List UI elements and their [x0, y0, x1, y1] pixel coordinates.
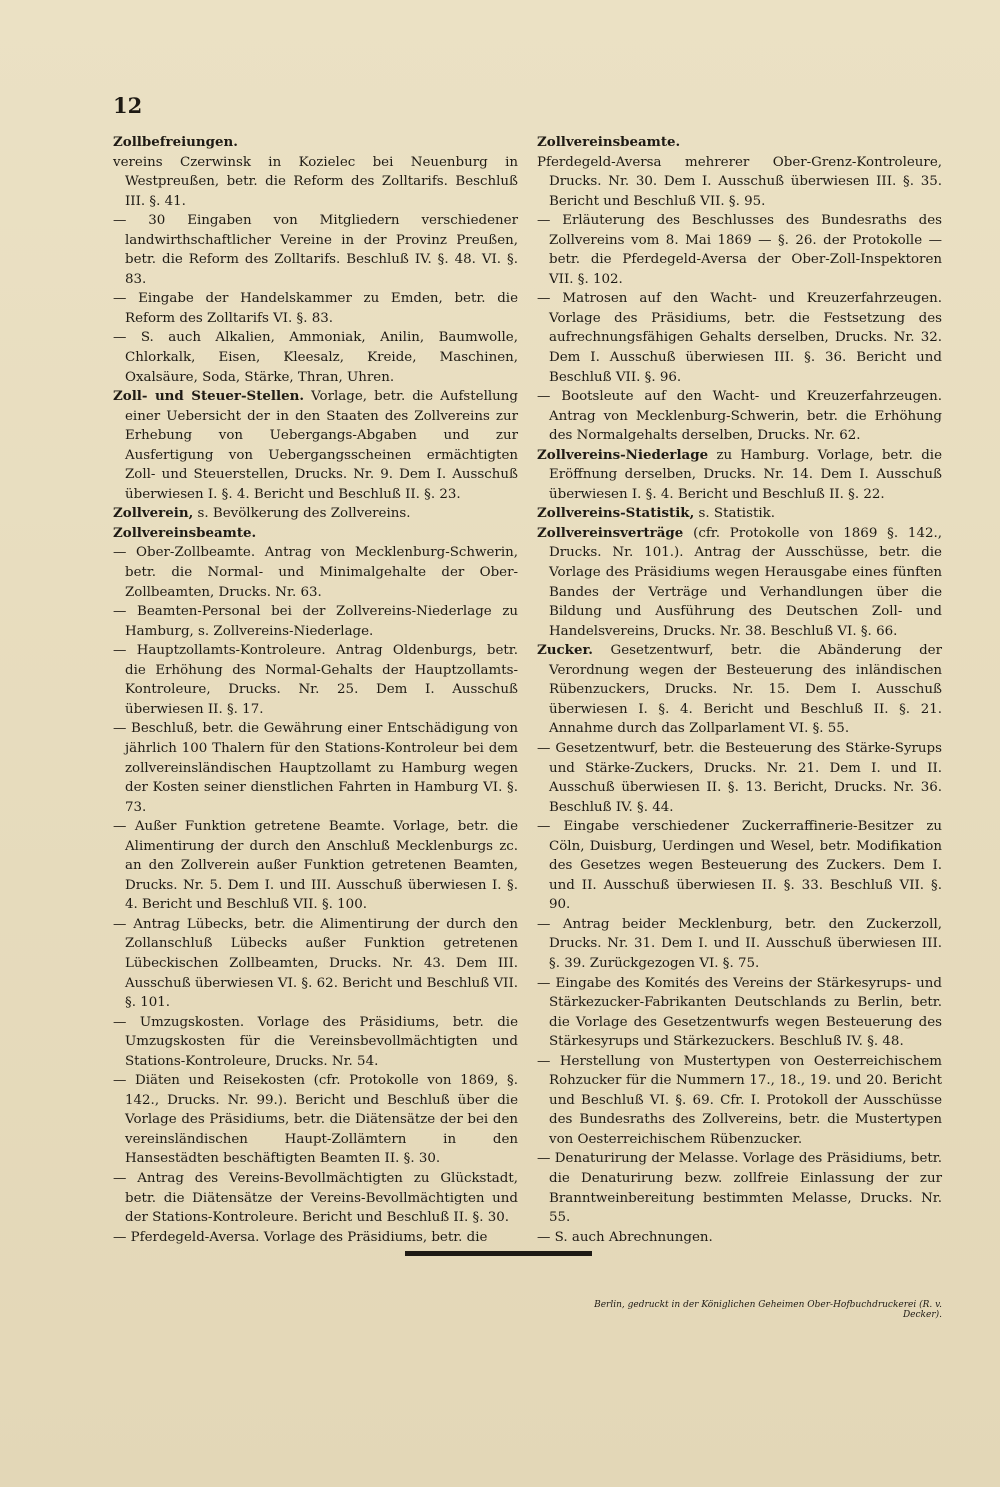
index-entry [537, 974, 942, 1052]
entry-text: — Diäten und Reisekosten (cfr. Protokolle von 1869, §. 142., Drucks. Nr. 99.). Bericht und Beschluß über die Vorlage des Präsidiums, betr. die Diätensätze der bei den vereinsländischen Haupt-Zollämtern in den Hansestädten beschäftigten Beamten II. §. 30. [113, 1073, 518, 1167]
entry-text: Gesetzentwurf, betr. die Abänderung der Verordnung wegen der Besteuerung des inländischen Rübenzuckers, Drucks. Nr. 15. Dem I. Ausschuß überwiesen I. §. 4. Bericht und Beschluß II. §. 21. Annahme durch das Zollparlament VI. §. 55. [549, 643, 942, 737]
entry-text: Vorlage, betr. die Aufstellung einer Uebersicht der in den Staaten des Zollvereins zur Erhebung von Uebergangs-Abgaben und zur Ausfertigung von Uebergangsscheinen ermächtigten Zoll- und Steuerstellen, Drucks. Nr. 9. Dem I. Ausschuß überwiesen I. §. 4. Bericht und Beschluß II. §. 23. [125, 389, 518, 502]
entry-heading: Zucker. [537, 642, 593, 659]
entry-text: — S. auch Abrechnungen. [537, 1229, 713, 1245]
entry-text: (cfr. Protokolle von 1869 §. 142., Drucks. Nr. 101.). Antrag der Ausschüsse, betr. die Vorlage des Präsidiums wegen Herausgabe eines fünften Bandes der Verträge und Verhandlungen über die Bildung und Ausführung des Deutschen Zoll- und Handelsvereins, Drucks. Nr. 38. Beschluß VI. §. 66. [549, 525, 942, 639]
index-entry [113, 133, 518, 153]
right-column [537, 133, 942, 1247]
entry-text: — Antrag Lübecks, betr. die Alimentirung der durch den Zollanschluß Lübecks außer Funktion getretenen Lübeckischen Zollbeamten, Drucks. Nr. 43. Dem III. Ausschuß überwiesen VI. §. 62. Bericht und Beschluß VII. §. 101. [113, 916, 518, 1011]
entry-text: s. Statistik. [698, 506, 775, 522]
entry-heading: Zollvereinsbeamte. [113, 524, 257, 541]
index-entry [537, 153, 942, 212]
index-entry [537, 133, 942, 153]
index-entry [113, 1071, 518, 1169]
entry-text: — Antrag beider Mecklenburg, betr. den Zuckerzoll, Drucks. Nr. 31. Dem I. und II. Ausschuß überwiesen III. §. 39. Zurückgezogen VI. §. 75. [537, 916, 942, 971]
index-entry [113, 817, 518, 915]
index-entry [537, 289, 942, 387]
index-entry [537, 739, 942, 817]
entry-text: — Bootsleute auf den Wacht- und Kreuzerfahrzeugen. Antrag von Mecklenburg-Schwerin, betr. die Erhöhung des Normalgehalts derselben, Drucks. Nr. 62. [537, 389, 942, 444]
index-entry [113, 328, 518, 387]
entry-heading: Zollvereinsbeamte. [537, 134, 681, 150]
entry-text: — Herstellung von Mustertypen von Oesterreichischem Rohzucker für die Nummern 17., 18., 19. und 20. Bericht und Beschluß VI. §. 69. Cfr. I. Protokoll der Ausschüsse des Bundesraths des Zollvereins, betr. die Mustertypen von Oesterreichischem Rübenzucker. [537, 1053, 942, 1147]
index-entry [537, 817, 942, 915]
index-entry [537, 524, 942, 641]
entry-heading: Zollvereins-Niederlage [537, 446, 709, 463]
entry-text: — Umzugskosten. Vorlage des Präsidiums, betr. die Umzugskosten für die Vereinsbevollmächtigten und Stations-Kontroleure, Drucks. Nr. 54. [113, 1014, 518, 1069]
index-entry [537, 1052, 942, 1150]
entry-heading: Zollvereins-Statistik, [537, 505, 695, 522]
index-entry [113, 543, 518, 602]
index-entry [113, 524, 518, 544]
entry-text: — Eingabe der Handelskammer zu Emden, betr. die Reform des Zolltarifs VI. §. 83. [113, 291, 518, 326]
index-entry [113, 289, 518, 328]
entry-text: — Pferdegeld-Aversa. Vorlage des Präsidiums, betr. die [113, 1229, 488, 1245]
index-entry [537, 446, 942, 505]
entry-heading: Zollvereinsverträge [537, 524, 684, 541]
index-entry [113, 719, 518, 817]
index-entry [537, 641, 942, 739]
index-entry [537, 1149, 942, 1227]
entry-text: — Denaturirung der Melasse. Vorlage des Präsidiums, betr. die Denaturirung bezw. zollfreie Einlassung der zur Branntweinbereitung bestimmten Melasse, Drucks. Nr. 55. [537, 1151, 942, 1226]
entry-text: — Antrag des Vereins-Bevollmächtigten zu Glückstadt, betr. die Diätensätze der Vereins-Bevollmächtigten und der Stations-Kontroleure. Bericht und Beschluß II. §. 30. [113, 1170, 518, 1226]
entry-text: — Außer Funktion getretene Beamte. Vorlage, betr. die Alimentirung der durch den Anschluß Mecklenburgs zc. an den Zollverein außer Funktion getretenen Beamten, Drucks. Nr. 5. Dem I. und III. Ausschuß überwiesen I. §. 4. Bericht und Beschluß VII. §. 100. [113, 819, 518, 913]
page-number: 12 [113, 93, 143, 118]
entry-text: — Eingabe verschiedener Zuckerraffinerie-Besitzer zu Cöln, Duisburg, Uerdingen und Wesel, betr. Modifikation des Gesetzes wegen Besteuerung des Zuckers. Dem I. und II. Ausschuß überwiesen II. §. 33. Beschluß VII. §. 90. [537, 819, 942, 913]
index-entry [537, 504, 942, 524]
index-entry [537, 387, 942, 446]
entry-text: — Gesetzentwurf, betr. die Besteuerung des Stärke-Syrups und Stärke-Zuckers, Drucks. Nr. 21. Dem I. und II. Ausschuß überwiesen II. §. 13. Bericht, Drucks. Nr. 36. Beschluß IV. §. 44. [537, 740, 942, 815]
index-entry [113, 1169, 518, 1228]
index-entry [537, 915, 942, 974]
index-entry [113, 387, 518, 504]
entry-heading: Zollverein, [113, 505, 194, 522]
index-entry [113, 915, 518, 1013]
index-entry [113, 211, 518, 289]
index-entry [113, 1013, 518, 1072]
entry-text: — Beamten-Personal bei der Zollvereins-Niederlage zu Hamburg, s. Zollvereins-Niederlage. [113, 604, 518, 639]
entry-text: — Erläuterung des Beschlusses des Bundesraths des Zollvereins vom 8. Mai 1869 — §. 26. der Protokolle — betr. die Pferdegeld-Aversa der Ober-Zoll-Inspektoren VII. §. 102. [537, 213, 942, 287]
index-entry [537, 211, 942, 289]
entry-text: — Eingabe des Komités des Vereins der Stärkesyrups- und Stärkezucker-Fabrikanten Deutschlands zu Berlin, betr. die Vorlage des Gesetzentwurfs wegen Besteuerung des Stärkesyrups und Stärkezuckers. Beschluß IV. §. 48. [537, 975, 942, 1050]
index-entry [113, 1228, 518, 1248]
printer-imprint: Berlin, gedruckt in der Königlichen Geheimen Ober-Hofbuchdruckerei (R. v. Decker). [594, 1300, 942, 1320]
entry-text: Pferdegeld-Aversa mehrerer Ober-Grenz-Kontroleure, Drucks. Nr. 30. Dem I. Ausschuß überwiesen III. §. 35. Bericht und Beschluß VII. §. 95. [537, 154, 942, 209]
entry-text: — S. auch Alkalien, Ammoniak, Anilin, Baumwolle, Chlorkalk, Eisen, Kleesalz, Kreide, Maschinen, Oxalsäure, Soda, Stärke, Thran, Uhren. [113, 330, 518, 385]
index-entry [113, 641, 518, 719]
index-entry [113, 602, 518, 641]
entry-text: — Beschluß, betr. die Gewährung einer Entschädigung von jährlich 100 Thalern für den Stations-Kontroleur bei dem zollvereinsländischen Hauptzollamt zu Hamburg wegen der Kosten seiner dienstlichen Fahrten in Hamburg VI. §. 73. [113, 721, 518, 815]
entry-text: zu Hamburg. Vorlage, betr. die Eröffnung derselben, Drucks. Nr. 14. Dem I. Ausschuß überwiesen I. §. 4. Bericht und Beschluß II. §. 22. [549, 447, 942, 502]
index-entry [537, 1228, 942, 1248]
entry-text: — Matrosen auf den Wacht- und Kreuzerfahrzeugen. Vorlage des Präsidiums, betr. die Festsetzung des aufrechnungsfähigen Gehalts derselben, Drucks. Nr. 32. Dem I. Ausschuß überwiesen III. §. 36. Bericht und Beschluß VII. §. 96. [537, 291, 942, 385]
entry-text: — Ober-Zollbeamte. Antrag von Mecklenburg-Schwerin, betr. die Normal- und Minimalgehalte der Ober-Zollbeamten, Drucks. Nr. 63. [113, 545, 518, 600]
entry-heading: Zollbefreiungen. [113, 134, 238, 150]
index-entry [113, 504, 518, 524]
entry-text: vereins Czerwinsk in Kozielec bei Neuenburg in Westpreußen, betr. die Reform des Zolltarifs. Beschluß III. §. 41. [113, 154, 518, 209]
entry-text: — 30 Eingaben von Mitgliedern verschiedener landwirthschaftlicher Vereine in der Provinz Preußen, betr. die Reform des Zolltarifs. Beschluß IV. §. 48. VI. §. 83. [113, 213, 518, 287]
left-column [113, 133, 518, 1247]
index-entry [113, 153, 518, 212]
closing-rule [405, 1251, 592, 1256]
entry-heading: Zoll- und Steuer-Stellen. [113, 388, 304, 405]
entry-text: s. Bevölkerung des Zollvereins. [197, 506, 411, 522]
entry-text: — Hauptzollamts-Kontroleure. Antrag Oldenburgs, betr. die Erhöhung des Normal-Gehalts der Hauptzollamts-Kontroleure, Drucks. Nr. 25. Dem I. Ausschuß überwiesen II. §. 17. [113, 643, 518, 717]
